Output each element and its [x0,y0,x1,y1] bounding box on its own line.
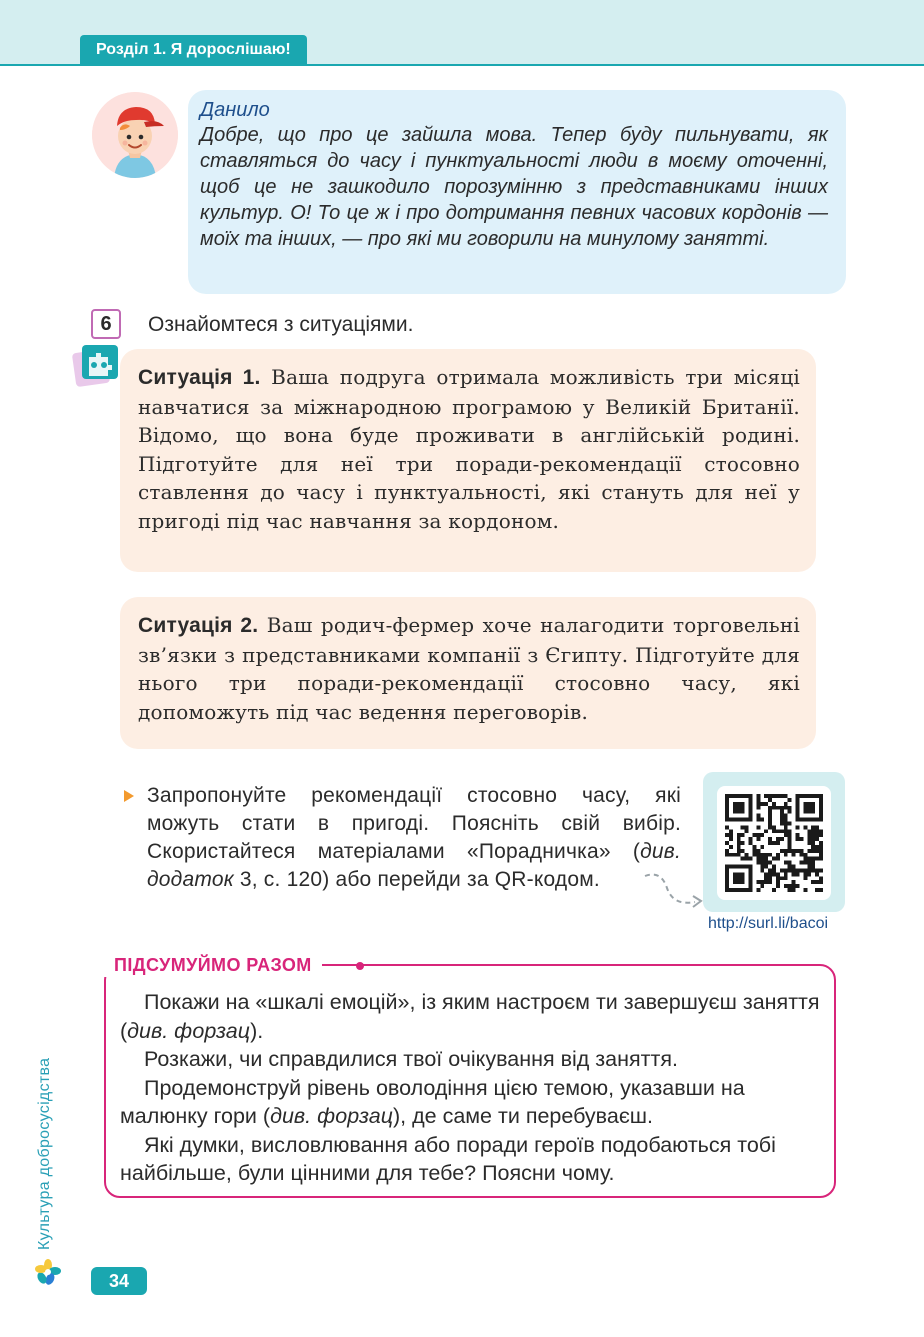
task-title: Ознайомтеся з ситуаціями. [148,313,414,336]
summary-paragraph-text: Продемонструй рівень оволодіння цією темою, указавши на малюнку гори ( [120,1075,745,1128]
summary-paragraph-text: Покажи на «шкалі емоцій», із яким настроєм ти завершуєш заняття ( [120,990,820,1043]
bullet-arrow-icon [124,790,134,802]
situation-card [120,597,816,749]
summary-paragraph-text: ), де саме ти перебуваєш. [392,1104,654,1128]
summary-paragraph [120,988,820,1045]
dashed-arrow-icon [643,868,705,912]
qr-code-card[interactable] [703,772,845,912]
speech-text: Добре, що про це зайшла мова. Тепер буду пильнувати, як ставляться до часу і пунктуальності люди в моєму оточенні, щоб це не зашкодило порозумінню з представниками інших культур. О! То це ж і про дотримання певних часових кордонів — моїх та інших, — про які ми говорили на минулому занятті. [200,124,828,250]
situation-card [120,349,816,572]
summary-text [120,988,820,1188]
situation-label: Ситуація 2. [138,614,259,637]
summary-title: ПІДСУМУЙМО РАЗОМ [114,955,312,975]
qr-link[interactable]: http://surl.li/bacoi [708,915,829,932]
qr-code-icon[interactable] [717,786,831,900]
situation-label: Ситуація 1. [138,366,261,389]
summary-dot-right [356,962,364,970]
speaker-name: Данило [200,99,270,121]
section-tab: Розділ 1. Я дорослішаю! [80,35,307,65]
summary-reference: див. форзац [127,1018,251,1043]
summary-paragraph: Розкажи, чи справдилися твої очікування від заняття. [144,1047,678,1071]
speech-bubble [188,90,846,294]
recommendation-text-part: 3, с. 120) або перейди за QR-кодом. [233,868,600,891]
boy-avatar-icon [92,92,178,178]
summary-heading [100,953,322,977]
summary-paragraph [120,1074,820,1131]
flower-logo-icon [34,1258,62,1286]
recommendation-text-part: Запропонуйте рекомендації стосовно часу, які можуть стати в пригоді. Поясніть свій вибір. Скористайтеся матеріалами «Порадничка» ( [147,784,681,863]
situation-text: Ваша подруга отримала можливість три місяці навчатися за міжнародною програмою у Великій Британії. Відомо, що вона буде проживати в англійській родині. Підготуйте для неї три поради-рекомендації стосовно ставлення до часу і пунктуальності, які стануть для неї у пригоді під час навчання за кордоном. [138,365,800,533]
handshake-puzzle-icon [72,343,122,389]
summary-reference: див. форзац [270,1104,393,1128]
side-label: Культура добросусідства [36,1057,53,1250]
task-number: 6 [91,309,121,339]
situation-text: Ваш родич-фермер хоче налагодити торговельні зв’язки з представниками компанії з Єгипту. Підготуйте для нього три поради-рекомендації стосовно часу, які допоможуть під час ведення переговорів. [138,613,800,724]
recommendation-text [147,782,681,894]
summary-paragraph-text: ). [250,1018,264,1043]
summary-paragraph: Які думки, висловлювання або поради героїв подобаються тобі найбільше, були цінними для тебе? Поясни чому. [120,1132,776,1185]
page-number: 34 [91,1267,147,1295]
recommendation-reference: див. додаток [147,840,681,891]
